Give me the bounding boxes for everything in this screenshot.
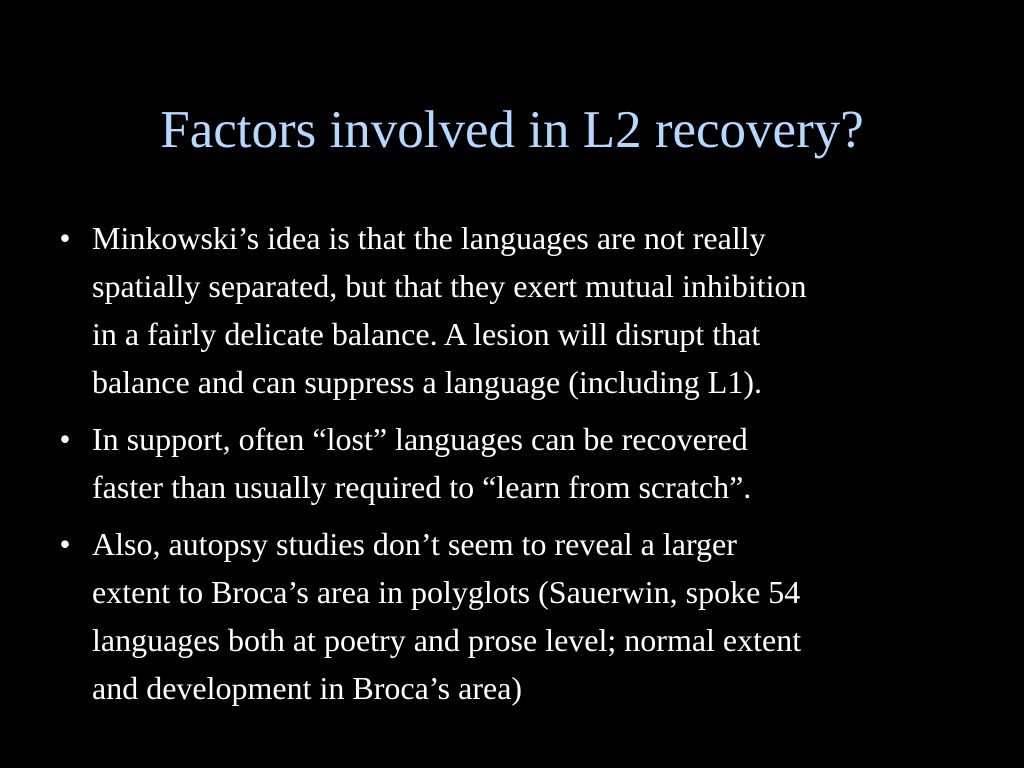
bullet-item xyxy=(59,520,992,712)
bullet-line: faster than usually required to “learn from scratch”. xyxy=(92,469,752,505)
bullet-mark: • xyxy=(59,220,71,256)
bullet-line: spatially separated, but that they exert mutual inhibition xyxy=(92,268,807,304)
bullet-line: extent to Broca’s area in polyglots (Sauerwin, spoke 54 xyxy=(92,574,801,610)
bullet-item xyxy=(59,214,992,406)
bullet-line: languages both at poetry and prose level; normal extent xyxy=(92,622,802,658)
slide-title: Factors involved in L2 recovery? xyxy=(160,101,864,159)
bullet-line: balance and can suppress a language (including L1). xyxy=(92,364,762,400)
bullet-mark: • xyxy=(59,526,71,562)
bullet-list xyxy=(59,214,992,721)
bullet-mark: • xyxy=(59,421,71,457)
bullet-item xyxy=(59,415,992,511)
bullet-line: Minkowski’s idea is that the languages are not really xyxy=(92,220,766,256)
bullet-line: In support, often “lost” languages can be recovered xyxy=(92,421,748,457)
bullet-line: and development in Broca’s area) xyxy=(92,670,523,706)
bullet-line: Also, autopsy studies don’t seem to reveal a larger xyxy=(92,526,737,562)
bullet-line: in a fairly delicate balance. A lesion will disrupt that xyxy=(92,316,761,352)
